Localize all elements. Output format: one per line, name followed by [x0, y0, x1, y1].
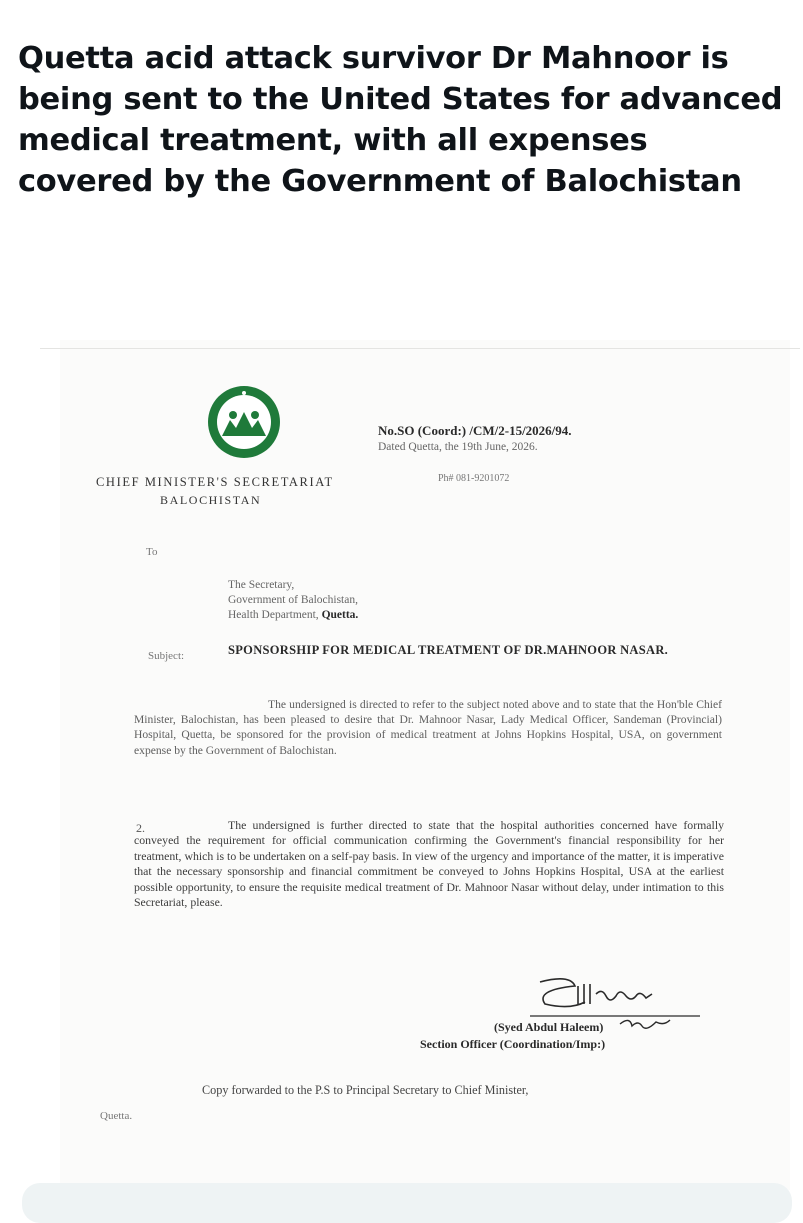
paragraph-2: The undersigned is further directed to state that the hospital authorities concerned have formally conveyed the requirement for official communication confirming the Government's financial responsibility for her treatment, which is to be undertaken on a self-pay basis. In view of the urgency and importance of the matter, it is imperative that the necessary sponsorship and financial commitment be conveyed to Johns Hopkins Hospital, USA at the earliest possible opportunity, to ensure the requisite medical treatment of Dr. Mahnoor Nasar without delay, under intimation to this Secretariat, please. [134, 818, 724, 910]
reply-bar[interactable] [22, 1183, 792, 1223]
letter-date: Dated Quetta, the 19th June, 2026. [378, 441, 538, 453]
letterhead-line1: CHIEF MINISTER'S SECRETARIAT [96, 475, 334, 489]
addressee [228, 578, 358, 623]
scan-edge [40, 348, 800, 349]
addressee-department: Health Department, [228, 609, 322, 621]
addressee-line3 [228, 608, 358, 623]
subject-line: SPONSORSHIP FOR MEDICAL TREATMENT OF DR.MAHNOOR NASAR. [228, 643, 669, 657]
balochistan-seal-icon [200, 380, 288, 468]
signatory-title: Section Officer (Coordination/Imp:) [420, 1037, 606, 1051]
paragraph-1: The undersigned is directed to refer to the subject noted above and to state that the Hon'ble Chief Minister, Balochistan, has been pleased to desire that Dr. Mahnoor Nasar, Lady Medical Officer, Sandeman (Provincial) Hospital, Quetta, be sponsored for the provision of medical treatment at Johns Hopkins Hospital, USA, on government expense by the Government of Balochistan. [134, 698, 722, 757]
to-label: To [146, 546, 158, 558]
letter-document [60, 340, 790, 1190]
signatory-name: (Syed Abdul Haleem) [494, 1020, 604, 1034]
phone-number: Ph# 081-9201072 [438, 473, 510, 484]
subject-label: Subject: [148, 650, 185, 662]
letterhead-line2: BALOCHISTAN [160, 493, 262, 507]
addressee-line1: The Secretary, [228, 579, 295, 591]
paragraph-2-number: 2. [136, 821, 145, 835]
addressee-line2: Government of Balochistan, [228, 594, 358, 606]
post-text: Quetta acid attack survivor Dr Mahnoor is being sent to the United States for advanced medical treatment, with all expenses covered by the Government of Balochistan [18, 41, 783, 199]
copy-forwarded-line: Copy forwarded to the P.S to Principal Secretary to Chief Minister, [202, 1083, 529, 1097]
addressee-city: Quetta. [321, 609, 359, 621]
reference-number: No.SO (Coord:) /CM/2-15/2026/94. [378, 423, 572, 438]
copy-forwarded-city: Quetta. [100, 1110, 133, 1122]
